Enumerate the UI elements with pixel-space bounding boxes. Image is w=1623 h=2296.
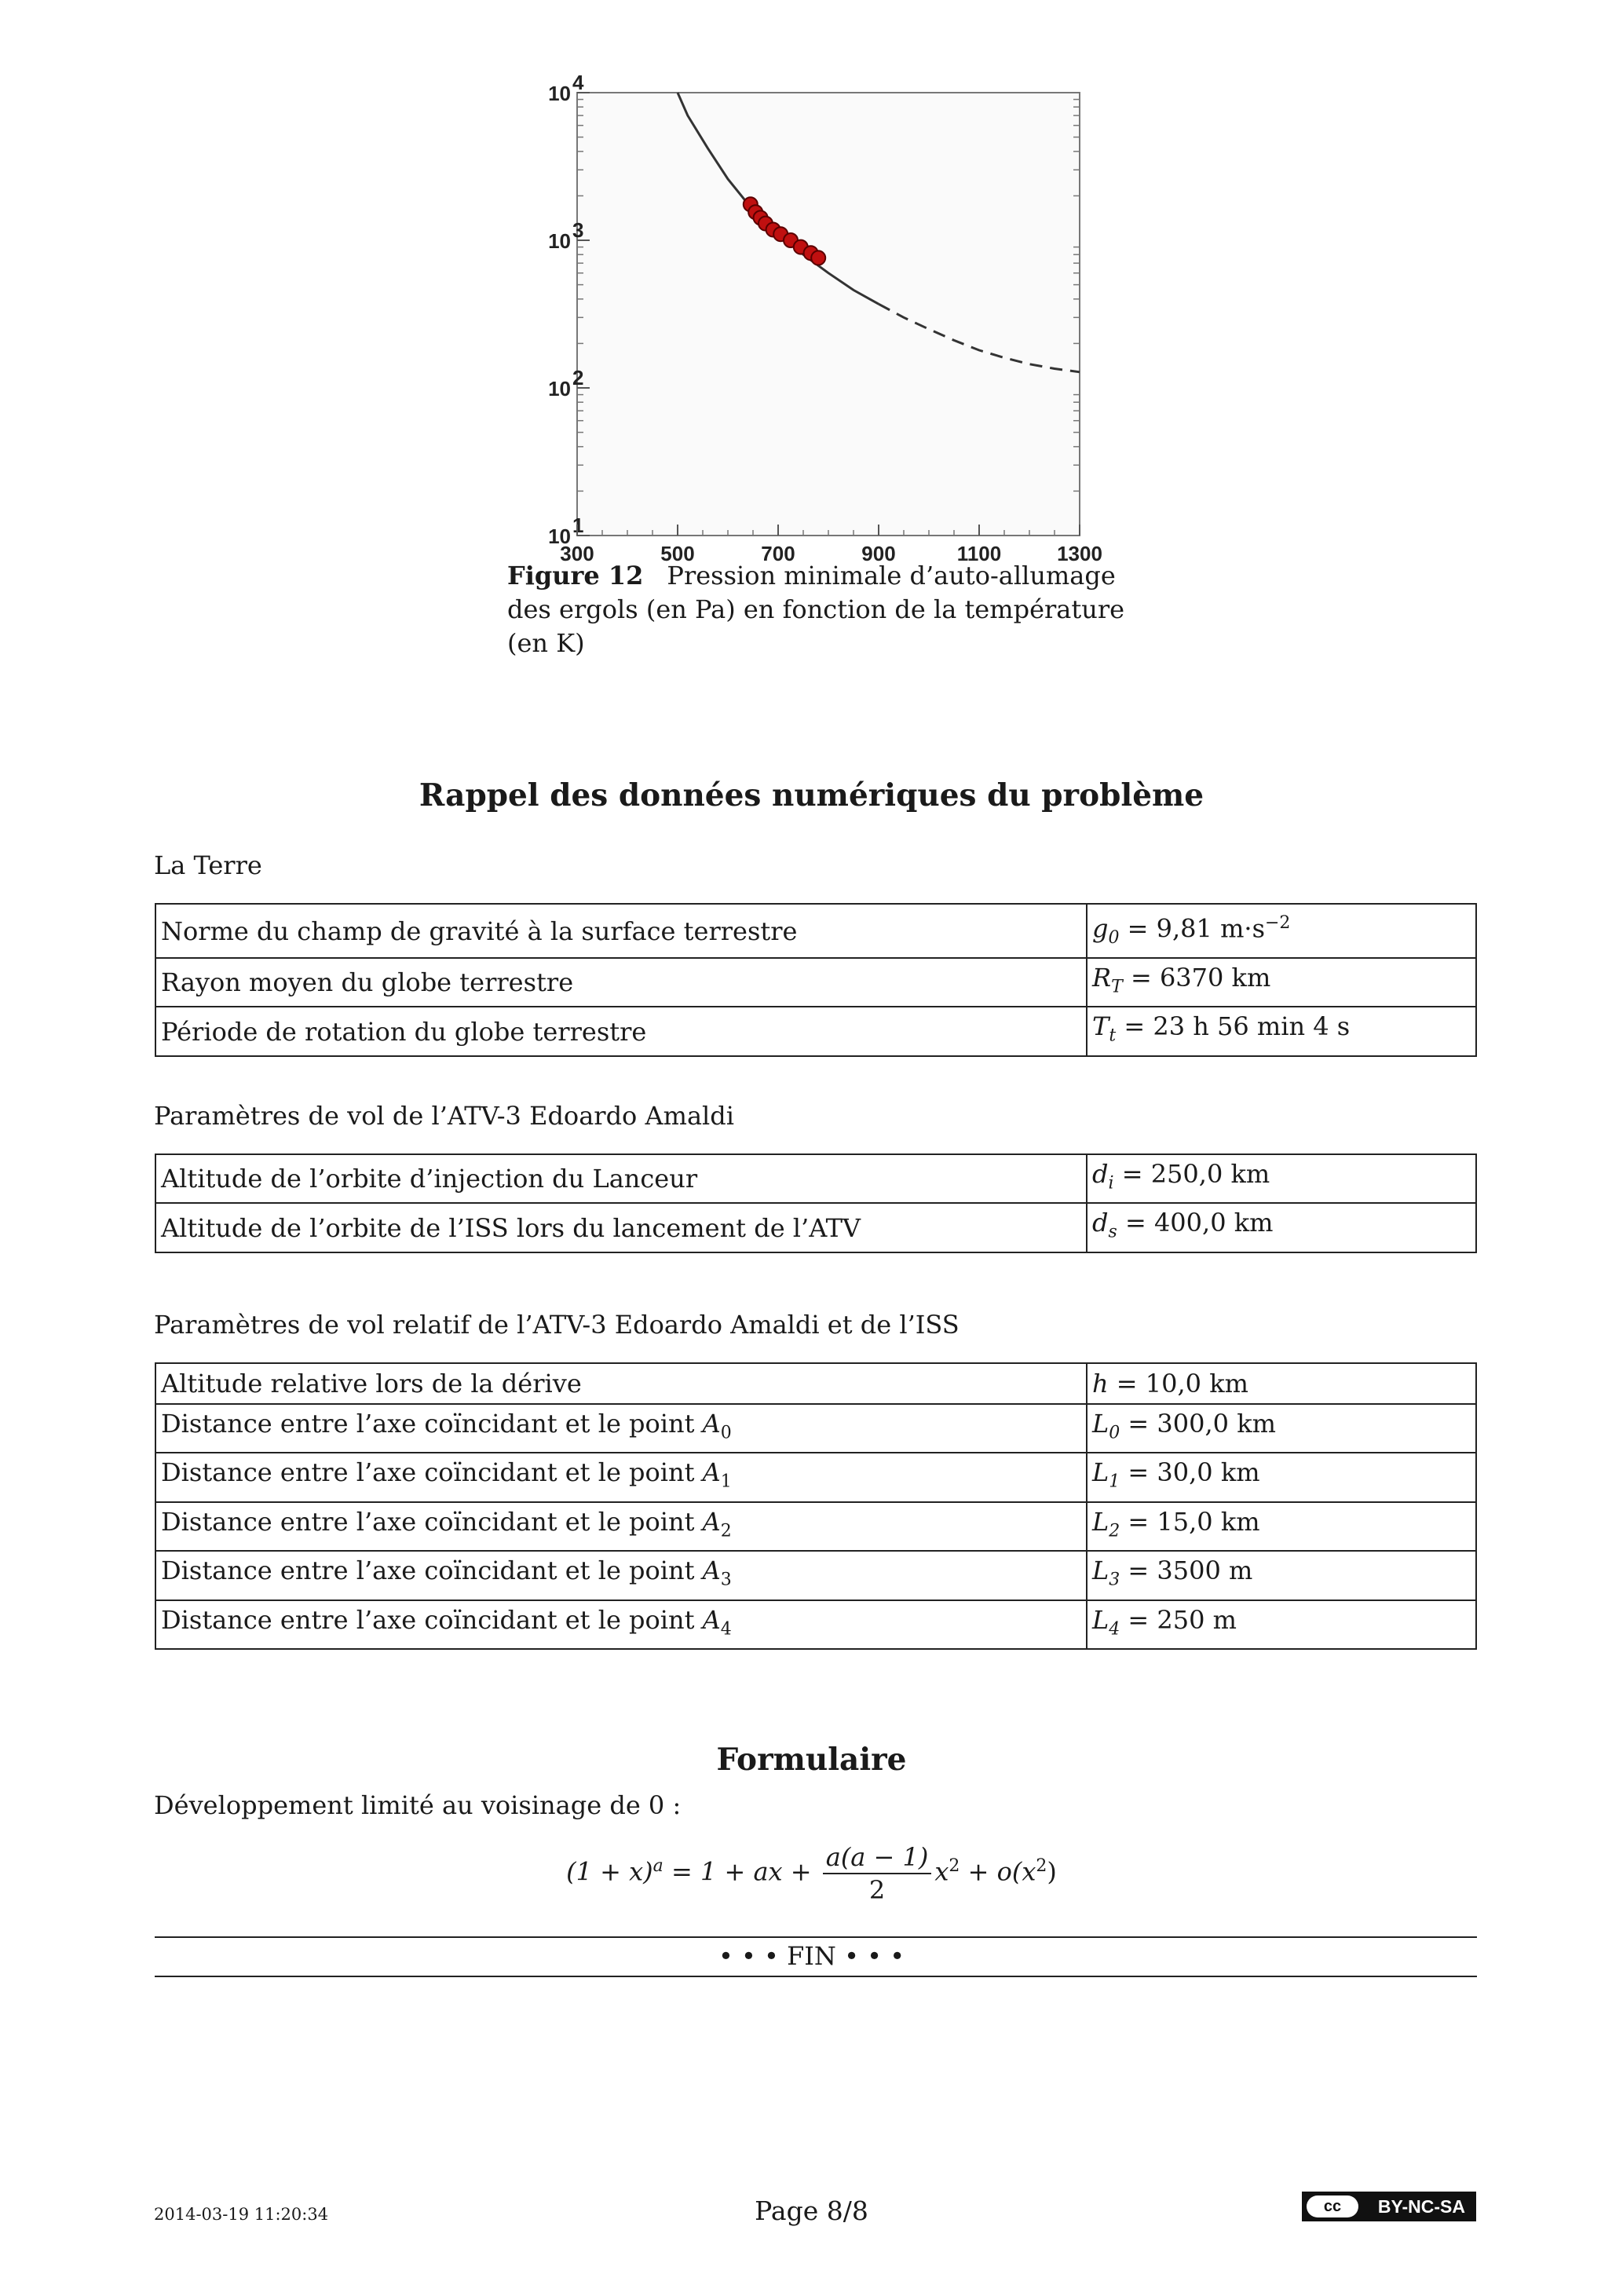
relatif-row (155, 1363, 1476, 1404)
value-text: = 300,0 km (1120, 1409, 1276, 1439)
value-subscript: 4 (1109, 1618, 1120, 1639)
figure-caption (507, 559, 1151, 660)
formula-frac-num: a(a − 1) (823, 1841, 932, 1874)
formulaire-title: Formulaire (716, 1742, 907, 1778)
value-text: = 400,0 km (1117, 1208, 1274, 1238)
formula-rhs-o: + o(x (960, 1856, 1036, 1887)
plot-frame (577, 93, 1080, 536)
y-tick-label: 10 (548, 82, 571, 105)
terre-row (155, 904, 1476, 958)
terre-desc-cell (155, 904, 1087, 958)
y-tick-label: 10 (548, 229, 571, 253)
relatif-desc-cell (155, 1453, 1087, 1501)
value-subscript: i (1108, 1173, 1114, 1194)
vol-desc-cell (155, 1154, 1087, 1203)
value-subscript: 0 (1108, 928, 1120, 949)
x-tick-label: 700 (761, 542, 795, 565)
value-subscript: 0 (1109, 1423, 1120, 1443)
x-tick-label: 300 (560, 542, 594, 565)
y-tick-label: 10 (548, 377, 571, 400)
terre-desc-cell (155, 1007, 1087, 1055)
vol-row (155, 1203, 1476, 1252)
formula-lhs: (1 + x) (566, 1856, 653, 1887)
value-symbol: L (1092, 1409, 1109, 1439)
value-text: = 6370 km (1122, 963, 1271, 993)
relatif-desc-cell (155, 1363, 1087, 1404)
row-description: Distance entre l’axe coïncidant et le point (161, 1604, 703, 1635)
formula-rhs-x: x (934, 1856, 949, 1887)
relatif-value-cell (1087, 1404, 1476, 1453)
relatif-desc-cell (155, 1551, 1087, 1600)
x-tick-label: 500 (660, 542, 695, 565)
value-subscript: 1 (1109, 1472, 1120, 1492)
row-description: Distance entre l’axe coïncidant et le point (161, 1506, 703, 1537)
ignition-pressure-chart (514, 71, 1111, 565)
relatif-value-cell (1087, 1600, 1476, 1649)
vol-label: Paramètres de vol de l’ATV-3 Edoardo Amaldi (154, 1101, 734, 1131)
row-description: Altitude relative lors de la dérive (161, 1369, 582, 1398)
point-symbol: A (702, 1556, 721, 1586)
terre-label: La Terre (154, 850, 262, 880)
formula-mid: = 1 + ax + (663, 1856, 820, 1887)
value-text: = 250 m (1120, 1604, 1237, 1635)
fin-marker: • • • FIN • • • (718, 1941, 905, 1971)
point-subscript: 4 (720, 1618, 732, 1639)
y-tick-exponent: 3 (572, 218, 584, 242)
vol-value-cell (1087, 1154, 1476, 1203)
value-text: = 9,81 m·s (1119, 913, 1265, 944)
value-superscript: −2 (1265, 913, 1291, 933)
point-symbol: A (702, 1409, 721, 1439)
figure-caption-text: Pression minimale d’auto-allumage des ergols (en Pa) en fonction de la température (en K) (507, 561, 1125, 658)
value-text: = 10,0 km (1108, 1369, 1248, 1398)
fin-rule-top (155, 1936, 1477, 1938)
value-text: = 15,0 km (1120, 1506, 1260, 1537)
point-subscript: 0 (720, 1423, 732, 1443)
relatif-value-cell (1087, 1453, 1476, 1501)
value-symbol: h (1092, 1369, 1109, 1398)
y-tick-exponent: 4 (572, 71, 584, 94)
value-subscript: 3 (1109, 1570, 1120, 1590)
section-title: Rappel des données numériques du problème (419, 777, 1204, 813)
relatif-value-cell (1087, 1502, 1476, 1551)
relatif-row (155, 1600, 1476, 1649)
formula-lhs-exp: a (652, 1855, 663, 1876)
relatif-table (155, 1362, 1477, 1650)
value-text: = 250,0 km (1113, 1159, 1270, 1189)
value-text: = 30,0 km (1120, 1457, 1260, 1488)
relatif-row (155, 1404, 1476, 1453)
row-description: Altitude de l’orbite de l’ISS lors du lancement de l’ATV (161, 1212, 861, 1243)
x-tick-label: 1300 (1057, 542, 1102, 565)
row-description: Distance entre l’axe coïncidant et le point (161, 1556, 703, 1586)
row-description: Rayon moyen du globe terrestre (161, 967, 574, 998)
terre-value-cell (1087, 904, 1476, 958)
value-symbol: T (1092, 1011, 1109, 1042)
y-tick-exponent: 2 (572, 366, 584, 389)
formulaire-intro: Développement limité au voisinage de 0 : (154, 1790, 682, 1820)
relatif-row (155, 1551, 1476, 1600)
formula-fraction (823, 1841, 932, 1906)
value-subscript: s (1108, 1222, 1117, 1242)
terre-value-cell (1087, 1007, 1476, 1055)
x-tick-label: 900 (861, 542, 896, 565)
value-symbol: L (1092, 1457, 1109, 1488)
value-symbol: R (1092, 963, 1112, 993)
taylor-formula (0, 1841, 1623, 1906)
terre-value-cell (1087, 958, 1476, 1007)
formula-rhs-close: ) (1047, 1856, 1057, 1887)
relatif-desc-cell (155, 1404, 1087, 1453)
point-symbol: A (702, 1506, 721, 1537)
vol-table (155, 1153, 1477, 1253)
point-symbol: A (702, 1457, 721, 1488)
point-subscript: 2 (720, 1521, 732, 1541)
terre-table (155, 903, 1477, 1057)
formula-rhs-exp: 2 (949, 1855, 960, 1876)
footer-date: 2014-03-19 11:20:34 (154, 2205, 329, 2224)
plot-area (548, 71, 1102, 565)
license-text: BY-NC-SA (1377, 2195, 1465, 2217)
formula-rhs-o-exp: 2 (1036, 1855, 1047, 1876)
formula-frac-den: 2 (868, 1875, 886, 1905)
value-symbol: g (1092, 913, 1109, 944)
value-symbol: d (1092, 1159, 1109, 1189)
figure-caption-label: Figure 12 (507, 561, 644, 590)
relatif-label: Paramètres de vol relatif de l’ATV-3 Edoardo Amaldi et de l’ISS (154, 1310, 960, 1340)
row-description: Distance entre l’axe coïncidant et le point (161, 1409, 703, 1439)
vol-desc-cell (155, 1203, 1087, 1252)
y-tick-label: 10 (548, 525, 571, 548)
value-text: = 23 h 56 min 4 s (1116, 1011, 1351, 1042)
license-badge (1302, 2192, 1476, 2221)
point-subscript: 1 (720, 1472, 732, 1492)
value-subscript: t (1109, 1026, 1117, 1046)
relatif-value-cell (1087, 1363, 1476, 1404)
page-number: Page 8/8 (755, 2195, 868, 2226)
relatif-desc-cell (155, 1502, 1087, 1551)
value-subscript: 2 (1109, 1521, 1120, 1541)
cc-logo-icon: cc (1307, 2195, 1358, 2217)
relatif-value-cell (1087, 1551, 1476, 1600)
row-description: Distance entre l’axe coïncidant et le point (161, 1457, 703, 1488)
relatif-row (155, 1453, 1476, 1501)
terre-row (155, 1007, 1476, 1055)
row-description: Période de rotation du globe terrestre (161, 1016, 647, 1047)
point-symbol: A (702, 1604, 721, 1635)
value-text: = 3500 m (1120, 1556, 1253, 1586)
value-symbol: L (1092, 1604, 1109, 1635)
row-description: Altitude de l’orbite d’injection du Lanceur (161, 1164, 698, 1194)
terre-row (155, 958, 1476, 1007)
terre-desc-cell (155, 958, 1087, 1007)
point-subscript: 3 (720, 1570, 732, 1590)
vol-value-cell (1087, 1203, 1476, 1252)
relatif-desc-cell (155, 1600, 1087, 1649)
value-symbol: L (1092, 1506, 1109, 1537)
fin-rule-bottom (155, 1976, 1477, 1977)
value-symbol: d (1092, 1208, 1109, 1238)
value-subscript: T (1111, 977, 1123, 997)
row-description: Norme du champ de gravité à la surface terrestre (161, 916, 798, 946)
vol-row (155, 1154, 1476, 1203)
relatif-row (155, 1502, 1476, 1551)
x-tick-label: 1100 (956, 542, 1002, 565)
data-point (811, 250, 825, 265)
value-symbol: L (1092, 1556, 1109, 1586)
y-tick-exponent: 1 (572, 514, 584, 537)
